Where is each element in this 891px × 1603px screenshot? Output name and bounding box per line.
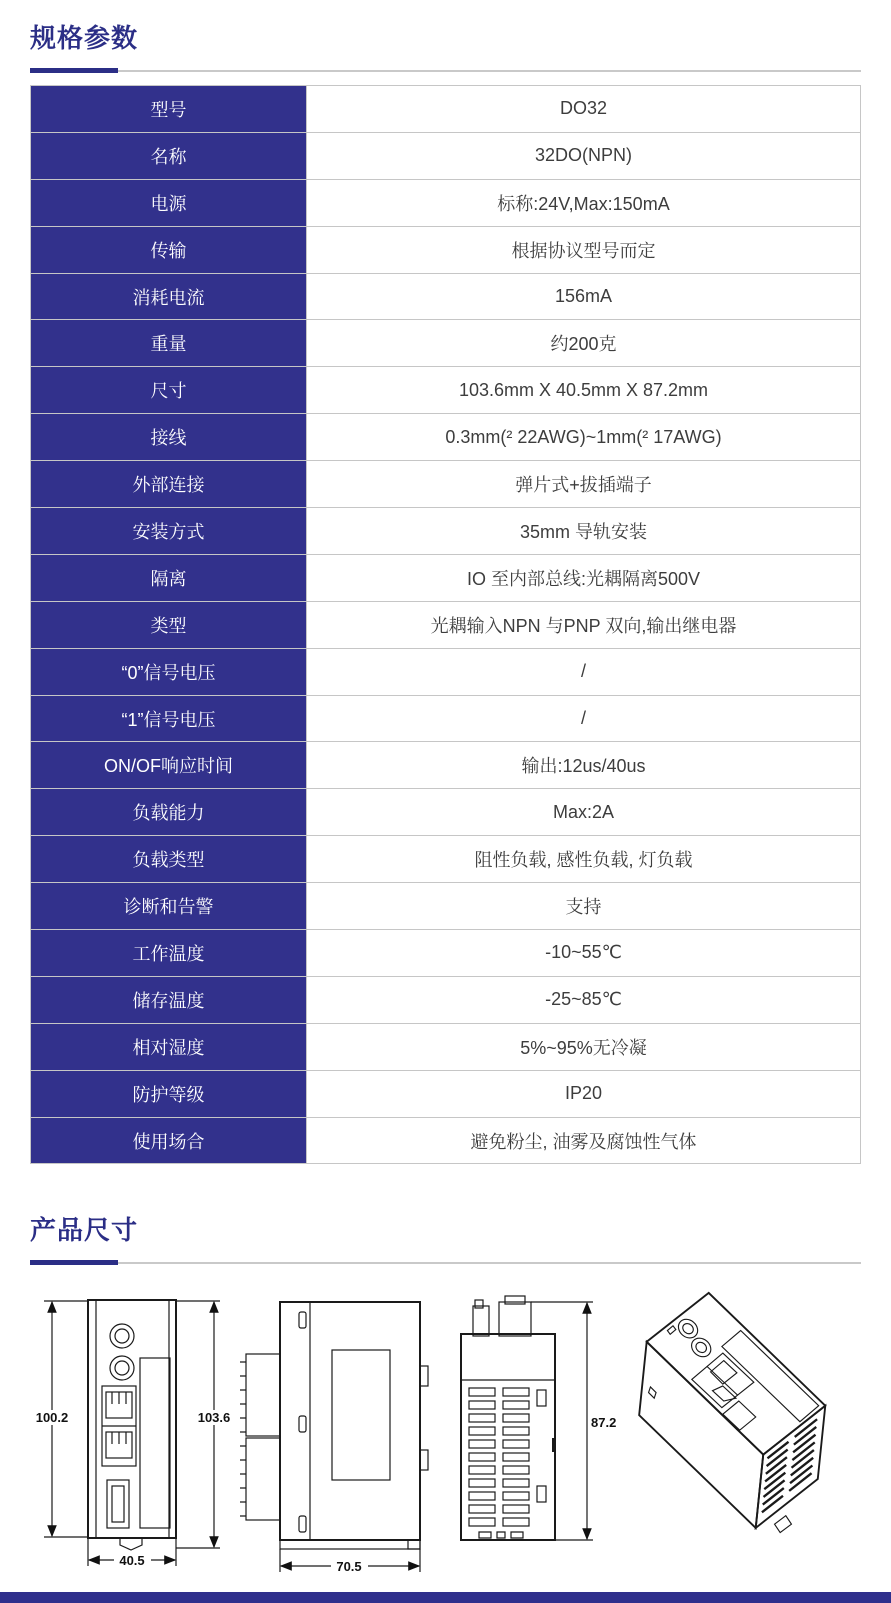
spec-label-cell: 安装方式 (31, 508, 307, 555)
table-row (31, 1070, 861, 1117)
spec-label-cell: 型号 (31, 86, 307, 133)
footer-bar (0, 1592, 891, 1603)
spec-label-cell: 接线 (31, 414, 307, 461)
spec-value-cell: 156mA (307, 273, 861, 320)
spec-value-cell: 35mm 导轨安装 (307, 508, 861, 555)
spec-value-cell: 避免粉尘, 油雾及腐蚀性气体 (307, 1117, 861, 1164)
table-row (31, 601, 861, 648)
table-row (31, 883, 861, 930)
table-row (31, 648, 861, 695)
spec-label-cell: 负载类型 (31, 836, 307, 883)
spec-value-cell: 支持 (307, 883, 861, 930)
spec-label-cell: 相对湿度 (31, 1023, 307, 1070)
spec-label-cell: 外部连接 (31, 461, 307, 508)
table-row (31, 1023, 861, 1070)
spec-label-cell: 工作温度 (31, 930, 307, 977)
dimension-label-height-right: 103.6 (197, 1410, 230, 1426)
side-view-drawing (232, 1288, 437, 1580)
table-row (31, 226, 861, 273)
spec-label-cell: 隔离 (31, 554, 307, 601)
spec-label-cell: 传输 (31, 226, 307, 273)
rule-accent (30, 68, 118, 73)
section-rule (30, 70, 861, 72)
spec-value-cell: IP20 (307, 1070, 861, 1117)
rule-accent-2 (30, 1260, 118, 1265)
table-row (31, 86, 861, 133)
isometric-view-wrap (626, 1276, 861, 1558)
table-row (31, 836, 861, 883)
spec-value-cell: 输出:12us/40us (307, 742, 861, 789)
spec-value-cell: Max:2A (307, 789, 861, 836)
table-row (31, 273, 861, 320)
spec-value-cell: 阻性负载, 感性负载, 灯负载 (307, 836, 861, 883)
spec-label-cell: 储存温度 (31, 976, 307, 1023)
table-row (31, 1117, 861, 1164)
table-row (31, 414, 861, 461)
table-row (31, 554, 861, 601)
table-row (31, 132, 861, 179)
top-view-drawing (439, 1288, 624, 1580)
table-row (31, 742, 861, 789)
spec-value-cell: 32DO(NPN) (307, 132, 861, 179)
spec-label-cell: 诊断和告警 (31, 883, 307, 930)
spec-label-cell: 负载能力 (31, 789, 307, 836)
isometric-view-drawing (626, 1276, 861, 1558)
specs-section (30, 18, 861, 1164)
spec-label-cell: 电源 (31, 179, 307, 226)
spec-label-cell: 名称 (31, 132, 307, 179)
spec-table (30, 85, 861, 1164)
spec-value-cell: DO32 (307, 86, 861, 133)
table-row (31, 461, 861, 508)
spec-value-cell: / (307, 695, 861, 742)
specs-section-title: 规格参数 (30, 23, 139, 53)
spec-value-cell: 弹片式+拔插端子 (307, 461, 861, 508)
spec-label-cell: “1”信号电压 (31, 695, 307, 742)
spec-value-cell: 约200克 (307, 320, 861, 367)
spec-value-cell: 0.3mm(² 22AWG)~1mm(² 17AWG) (307, 414, 861, 461)
dimension-label-height-top-view: 87.2 (591, 1415, 617, 1431)
spec-label-cell: 消耗电流 (31, 273, 307, 320)
spec-value-cell: 根据协议型号而定 (307, 226, 861, 273)
table-row (31, 930, 861, 977)
table-row (31, 367, 861, 414)
table-row (31, 976, 861, 1023)
table-row (31, 179, 861, 226)
dimensions-section (30, 1210, 861, 1580)
spec-label-cell: 类型 (31, 601, 307, 648)
dimension-label-height-left: 100.2 (35, 1410, 69, 1426)
spec-value-cell: 光耦输入NPN 与PNP 双向,输出继电器 (307, 601, 861, 648)
spec-value-cell: -10~55℃ (307, 930, 861, 977)
drawings-row (30, 1288, 861, 1580)
spec-label-cell: 重量 (31, 320, 307, 367)
spec-label-cell: “0”信号电压 (31, 648, 307, 695)
spec-value-cell: 标称:24V,Max:150mA (307, 179, 861, 226)
spec-label-cell: ON/OF响应时间 (31, 742, 307, 789)
table-row (31, 320, 861, 367)
spec-value-cell: -25~85℃ (307, 976, 861, 1023)
dimension-label-width: 40.5 (119, 1553, 145, 1569)
table-row (31, 695, 861, 742)
table-row (31, 789, 861, 836)
table-row (31, 508, 861, 555)
section-rule-2 (30, 1262, 861, 1264)
spec-value-cell: 5%~95%无冷凝 (307, 1023, 861, 1070)
spec-value-cell: IO 至内部总线:光耦隔离500V (307, 554, 861, 601)
spec-label-cell: 使用场合 (31, 1117, 307, 1164)
spec-value-cell: 103.6mm X 40.5mm X 87.2mm (307, 367, 861, 414)
front-view-drawing (30, 1288, 230, 1580)
dimensions-section-title: 产品尺寸 (30, 1215, 139, 1246)
spec-label-cell: 尺寸 (31, 367, 307, 414)
spec-table-body (31, 86, 861, 1164)
spec-value-cell: / (307, 648, 861, 695)
dimension-label-depth: 70.5 (336, 1559, 362, 1575)
spec-label-cell: 防护等级 (31, 1070, 307, 1117)
